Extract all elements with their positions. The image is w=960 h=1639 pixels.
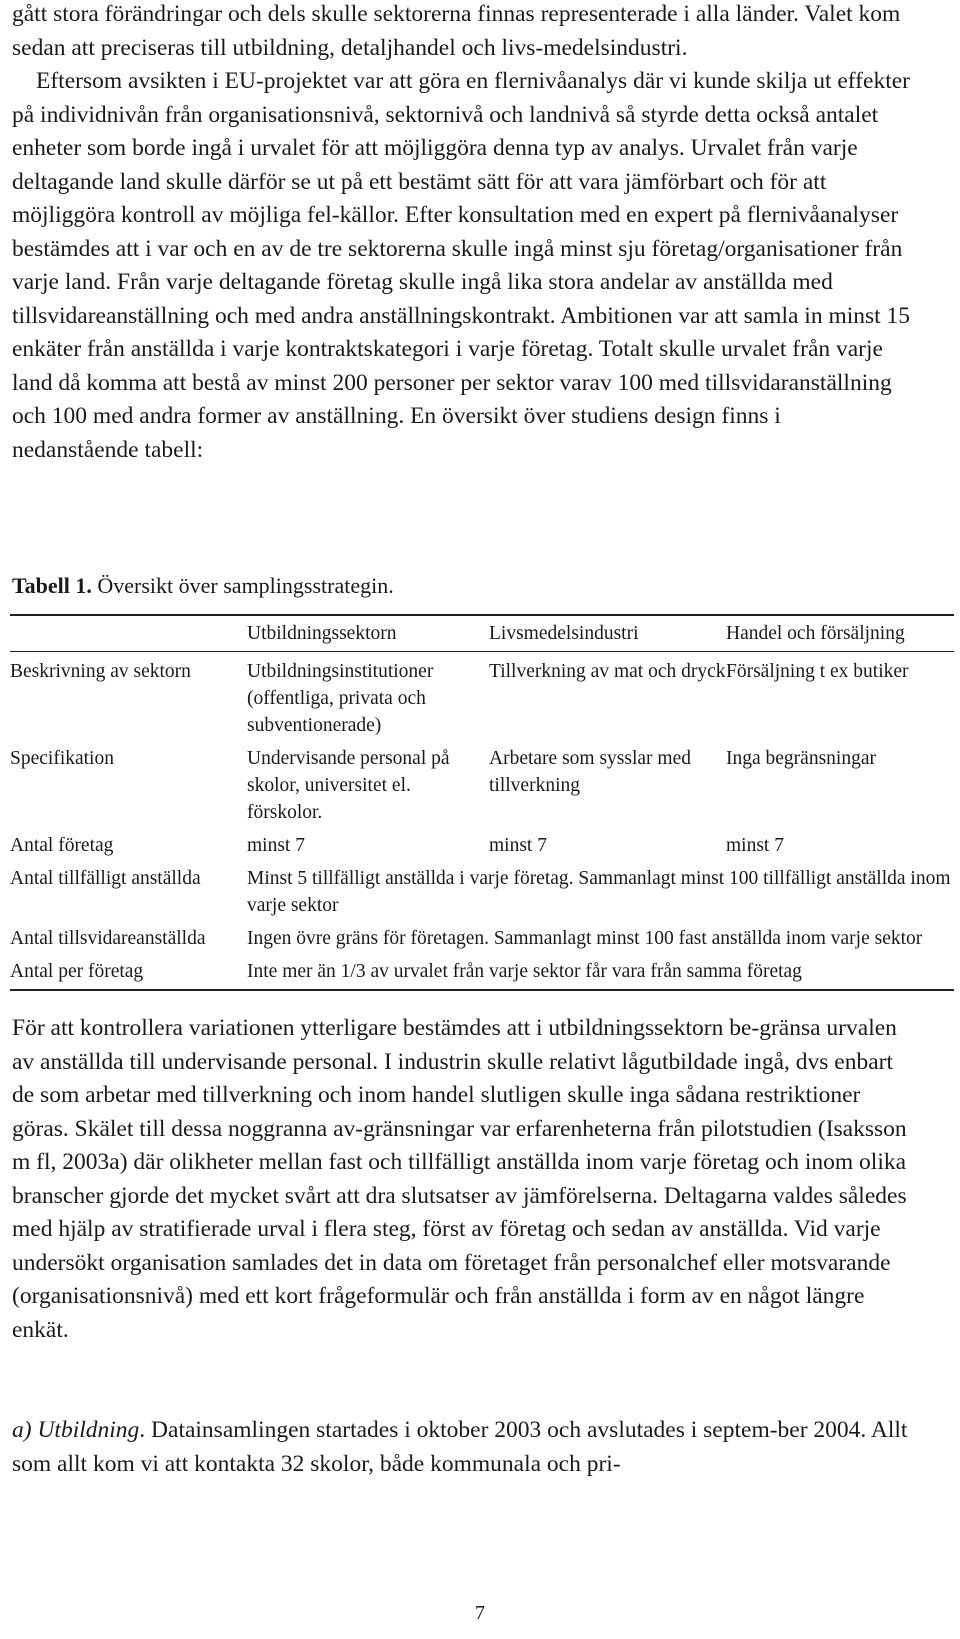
after-table-text-block bbox=[12, 1012, 912, 1347]
table-header-cell: Handel och försäljning bbox=[726, 615, 954, 652]
table-row bbox=[10, 859, 954, 919]
table-caption-label: Tabell 1. bbox=[12, 573, 92, 598]
table-row bbox=[10, 652, 954, 740]
row-label: Antal tillsvidareanställda bbox=[10, 928, 206, 949]
table-cell: Utbildningsinstitutioner (offentliga, privata och subventionerade) bbox=[247, 661, 434, 736]
section-a-text-block bbox=[12, 1414, 912, 1481]
table-header-row bbox=[10, 615, 954, 652]
row-label: Antal tillfälligt anställda bbox=[10, 868, 201, 889]
table-row bbox=[10, 952, 954, 990]
section-a-text: . Datainsamlingen startades i oktober 2003 och avslutades i septem-ber 2004. Allt som allt kom vi att kontakta 32 skolor, både kommunala och pri- bbox=[12, 1417, 908, 1477]
table-cell: Tillverkning av mat och dryck bbox=[489, 661, 726, 682]
table-header-cell: Utbildningssektorn bbox=[247, 615, 489, 652]
row-label: Specifikation bbox=[10, 748, 114, 769]
row-label: Antal företag bbox=[10, 835, 114, 856]
table-header-cell: Livsmedelsindustri bbox=[489, 615, 726, 652]
table-span-cell: Inte mer än 1/3 av urvalet från varje sektor får vara från samma företag bbox=[247, 961, 802, 982]
table-cell: Inga begränsningar bbox=[726, 748, 876, 769]
table-cell: Arbetare som sysslar med tillverkning bbox=[489, 748, 691, 796]
table-span-cell: Minst 5 tillfälligt anställda i varje företag. Sammanlagt minst 100 tillfälligt anställda inom varje sektor bbox=[247, 868, 951, 916]
table-cell: Undervisande personal på skolor, universitet el. förskolor. bbox=[247, 748, 450, 823]
table-caption-text: Översikt över samplingsstrategin. bbox=[91, 573, 394, 598]
table-cell: minst 7 bbox=[726, 835, 784, 856]
table-span-cell: Ingen övre gräns för företagen. Sammanlagt minst 100 fast anställda inom varje sektor bbox=[247, 928, 923, 949]
table-caption bbox=[12, 572, 394, 600]
table-cell: minst 7 bbox=[489, 835, 547, 856]
paragraph-2: Eftersom avsikten i EU-projektet var att göra en flernivåanalys där vi kunde skilja ut effekter på individnivån från organisationsnivå, sektornivå och landnivå så styrde detta också antalet enheter som borde ingå i urvalet för att möjliggöra denna typ av analys. Urvalet från varje deltagande land skulle därför se ut på ett bestämt sätt för att vara jämförbart och för att möjliggöra kontroll av möjliga fel-källor. Efter konsultation med en expert på flernivåanalyser bestämdes att i var och en av de tre sektorerna skulle ingå minst sju företag/organisationer från varje land. Från varje deltagande företag skulle ingå lika stora andelar av anställda med tillsvidareanställning och med andra anställningskontrakt. Ambitionen var att samla in minst 15 enkäter från anställda i varje kontraktskategori i varje företag. Totalt skulle urvalet från varje land då komma att bestå av minst 200 personer per sektor varav 100 med tillsvidaranställning och 100 med andra former av anställning. En översikt över studiens design finns i nedanstående tabell: bbox=[12, 68, 911, 463]
paragraph-3: För att kontrollera variationen ytterligare bestämdes att i utbildningssektorn be-gränsa urvalen av anställda till undervisande personal. I industrin skulle relativt lågutbildade ingå, dvs enbart de som arbetar med tillverkning och inom handel slutligen skulle inga sådana restriktioner göras. Skälet till dessa noggranna av-gränsningar var erfarenheterna från pilotstudien (Isaksson m fl, 2003a) där olikheter mellan fast och tillfälligt anställda inom varje företag och inom olika branscher gjorde det mycket svårt att dra slutsatser av jämförelserna. Deltagarna valdes således med hjälp av stratifierade urval i flera steg, först av företag och sedan av anställda. Vid varje undersökt organisation samlades det in data om företaget från personalchef eller motsvarande (organisationsnivå) med ett kort frågeformulär och från anställda i form av en något längre enkät. bbox=[12, 1015, 907, 1343]
intro-text-block bbox=[12, 0, 912, 467]
table-header-cell bbox=[10, 615, 247, 652]
paragraph-1: gått stora förändringar och dels skulle sektorerna finnas representerade i alla länder. Valet kom sedan att preciseras till utbildning, detaljhandel och livs-medelsindustri. bbox=[12, 1, 901, 61]
section-a-label: a) Utbildning bbox=[12, 1417, 140, 1443]
table-row bbox=[10, 919, 954, 952]
page-number: 7 bbox=[475, 1602, 485, 1624]
table-cell: minst 7 bbox=[247, 835, 305, 856]
paragraph-4 bbox=[12, 1414, 912, 1481]
row-label: Antal per företag bbox=[10, 961, 144, 982]
table-row bbox=[10, 739, 954, 826]
row-label: Beskrivning av sektorn bbox=[10, 661, 191, 682]
sampling-strategy-table bbox=[10, 614, 954, 991]
table-cell: Försäljning t ex butiker bbox=[726, 661, 909, 682]
table-row bbox=[10, 826, 954, 859]
